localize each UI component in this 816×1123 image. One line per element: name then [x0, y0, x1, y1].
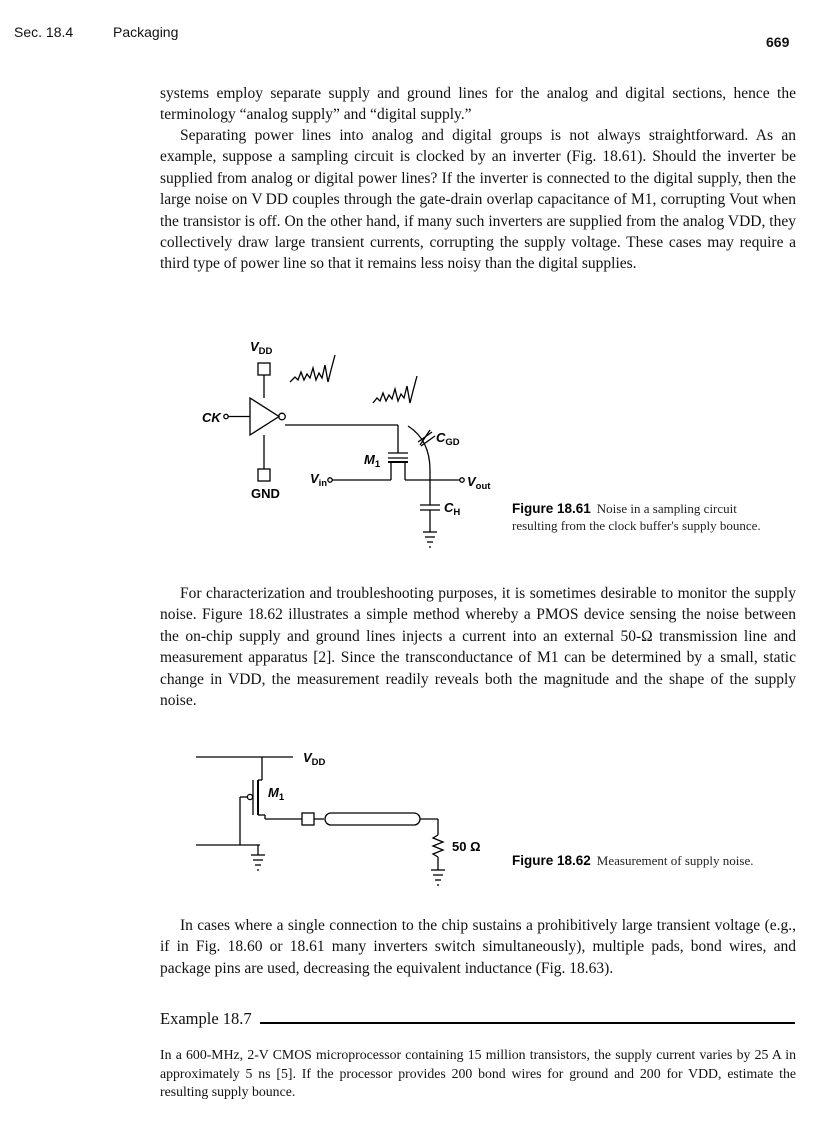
gnd-pad: [258, 469, 270, 481]
section-number: Sec. 18.4: [14, 24, 74, 40]
running-title: Packaging: [113, 24, 179, 40]
label-vin: $V_{in}$: [310, 471, 328, 489]
vdd-pad: [258, 363, 270, 375]
paragraph-1: systems employ separate supply and ground lines for the analog and digital sections, hence the terminology “analog supply” and “digital supply.”: [160, 85, 796, 124]
vdd-noise-squiggle: [290, 355, 335, 382]
label-cgd: $C_{GD}$: [436, 430, 460, 448]
example-title: Example 18.7: [160, 1009, 252, 1028]
label-vout: $V_{out}$: [467, 474, 491, 492]
transmission-line: [325, 813, 420, 825]
clock-noise-squiggle: [373, 376, 417, 403]
inverter-triangle: [250, 398, 279, 435]
caption-label: Figure 18.62: [512, 853, 591, 868]
label-ck: CK: [202, 410, 221, 425]
label-m1: $M_1$: [364, 452, 381, 470]
label-ch: $C_H$: [444, 500, 461, 518]
figure-18-62-caption: Figure 18.62 Measurement of supply noise.: [512, 853, 754, 868]
label-vdd: $V_{DD}$: [250, 339, 273, 357]
paragraph-2: Separating power lines into analog and digital groups is not always straightforward. As an example, suppose a sampling circuit is clocked by an inverter (Fig. 18.61). Should the inverter be supplied from analog or digital power lines? If the inverter is connected to the digital supply, then the large noise on V DD couples through the gate-drain overlap capacitance of M1, corrupting Vout when the transistor is off. On the other hand, if many such inverters are supplied from the analog VDD, they collectively draw large transient currents, corrupting the supply voltage. These cases may require a third type of power line so that it remains less noisy than the digital supplies.: [160, 127, 796, 273]
resistor-50-ohm: [433, 835, 443, 857]
figure-18-61-caption: Figure 18.61 Noise in a sampling circuit resulting from the clock buffer's supply bounce.: [512, 501, 761, 533]
paragraph-3: For characterization and troubleshooting purposes, it is sometimes desirable to monitor the supply noise. Figure 18.62 illustrates a simple method whereby a PMOS device sensing the noise between the on-chip supply and ground lines injects a current into an external 50-Ω transmission line and measurement apparatus [2]. Since the transconductance of M1 can be determined by a small, static change in VDD, the measurement readily reveals both the magnitude and the shape of the supply noise.: [160, 585, 796, 710]
label-m1-62: $M_1$: [268, 785, 285, 803]
caption-label: Figure 18.61: [512, 501, 591, 516]
example-body: In a 600-MHz, 2-V CMOS microprocessor containing 15 million transistors, the supply current varies by 25 A in approximately 5 ns [5]. If the processor provides 200 bond wires for ground and 200 for VDD, estimate the resulting supply bounce.: [160, 1047, 796, 1099]
label-50-ohm: 50 Ω: [452, 839, 481, 854]
pad-symbol: [302, 813, 314, 825]
label-vdd-62: $V_{DD}$: [303, 750, 326, 768]
label-gnd: GND: [251, 486, 280, 501]
paragraph-4: In cases where a single connection to the chip sustains a prohibitively large transient voltage (e.g., if in Fig. 18.60 or 18.61 many inverters switch simultaneously), multiple pads, bond wires, and package pins are used, decreasing the equivalent inductance (Fig. 18.63).: [160, 917, 796, 977]
example-rule: [260, 1022, 795, 1024]
page-number: 669: [766, 34, 790, 50]
